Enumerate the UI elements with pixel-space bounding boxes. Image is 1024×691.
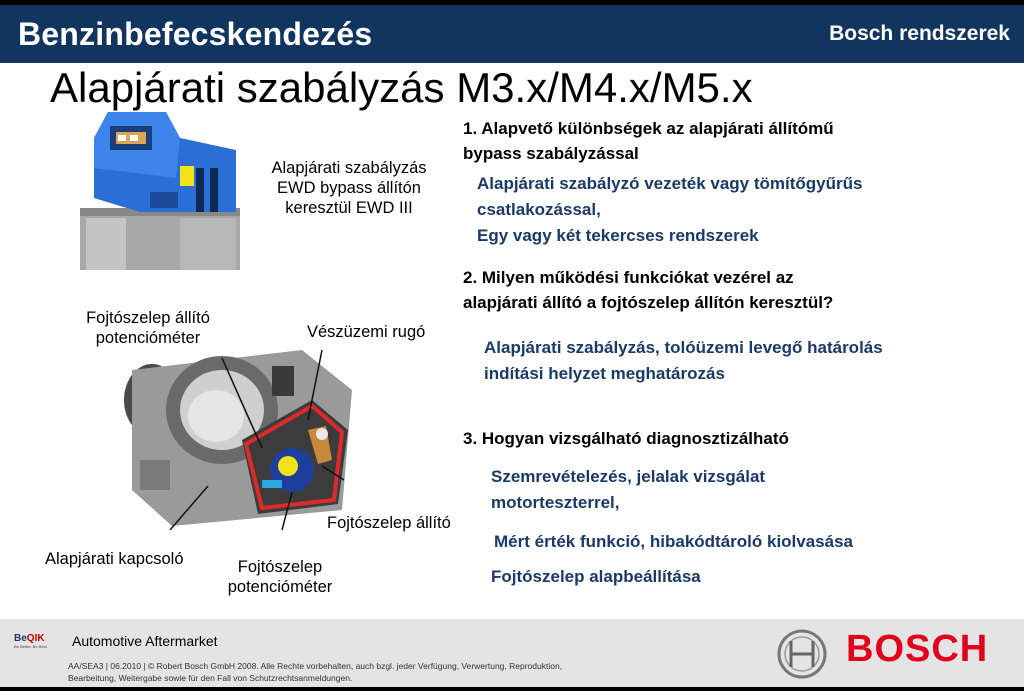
label-emergency-spring: Vészüzemi rugó — [307, 323, 426, 341]
bottom-border — [0, 687, 1024, 691]
label-throttle-actuator-potentiometer: Fojtószelep állító potencióméter — [86, 309, 210, 347]
bosch-emblem-icon — [777, 629, 827, 679]
answer-3-inspection: Szemrevételezés, jelalak vizsgálat motorteszterrel, — [491, 467, 766, 512]
label-throttle-potentiometer: Fojtószelep potencióméter — [227, 558, 333, 596]
question-1: 1. Alapvető különbségek az alapjárati állítómű bypass szabályzással — [463, 119, 834, 163]
question-3: 3. Hogyan vizsgálható diagnosztizálható — [463, 429, 789, 448]
question-2: 2. Milyen működési funkciókat vezérel az alapjárati állító a fojtószelep állítón keresztül? — [463, 268, 834, 312]
answer-3-measurement: Mért érték funkció, hibakódtároló kiolvasása — [494, 532, 854, 551]
throttle-body-image — [112, 330, 362, 530]
footer-division: Automotive Aftermarket — [72, 633, 218, 649]
caption-ewd-bypass: Alapjárati szabályzás EWD bypass állítón keresztül EWD III — [271, 159, 427, 217]
label-throttle-actuator: Fojtószelep állító — [327, 514, 451, 532]
slide-title: Alapjárati szabályzás M3.x/M4.x/M5.x — [50, 64, 753, 111]
beqik-logo: BeQIK Be Better. Be Best. — [14, 633, 48, 649]
idle-actuator-image — [80, 108, 240, 270]
answer-2: Alapjárati szabályzás, tolóüzemi levegő határolás indítási helyzet meghatározás — [484, 338, 883, 383]
header-title: Benzinbefecskendezés — [18, 16, 373, 52]
footer-legal: AA/SEA3 | 06.2010 | © Robert Bosch GmbH 2008. Alle Rechte vorbehalten, auch bzgl. jeder Verfügung, Verwertung, Reproduktion, Bearbeitung, Weitergabe sowie für den Fall von Schutzrechtsanmeldungen. — [68, 661, 563, 683]
header-bar — [0, 5, 1024, 63]
answer-1: Alapjárati szabályzó vezeték vagy tömítőgyűrűs csatlakozással, Egy vagy két tekercses rendszerek — [477, 174, 863, 245]
bosch-logo: BOSCH — [846, 628, 989, 670]
label-idle-switch: Alapjárati kapcsoló — [45, 550, 184, 568]
header-section-label: Bosch rendszerek — [829, 22, 1010, 45]
answer-3-basic-setting: Fojtószelep alapbeállítása — [491, 567, 701, 586]
